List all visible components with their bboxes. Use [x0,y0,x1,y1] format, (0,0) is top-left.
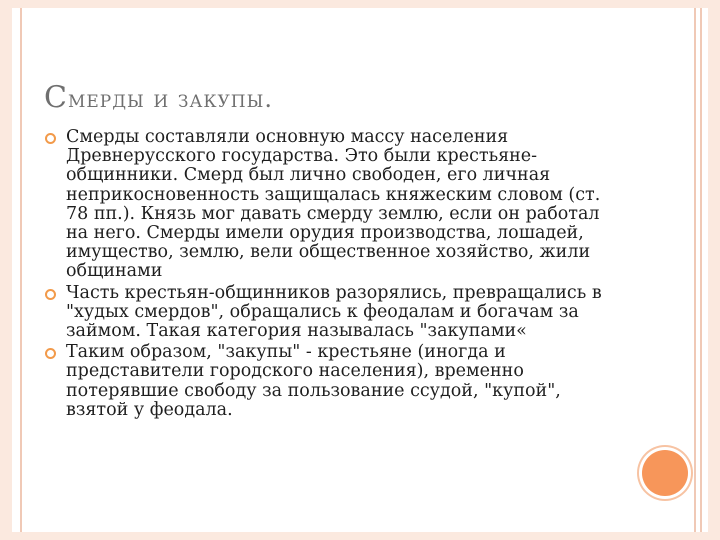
bullet-item-smerdy [45,128,625,282]
bullet-item-zakupy [45,343,625,420]
slide-title-rest: мерды и закупы. [67,85,273,113]
circle-bullet-icon [45,289,56,300]
circle-bullet-icon [45,348,56,359]
bullet-text: Часть крестьян-общинников разорялись, превращались в "худых смердов", обращались к феодалам и богачам за займом. Такая категория называлась "закупами« [66,282,602,342]
decorative-circle-icon [642,450,688,496]
bullet-text: Таким образом, "закупы" - крестьяне (иногда и представители городского населения), временно потерявшие свободу за пользование ссудой, "купой", взятой у феодала. [66,342,561,420]
slide-title [44,80,644,115]
frame-line-right-outer [700,8,702,532]
slide-title-initial: С [44,80,68,115]
bullet-list [45,128,625,422]
circle-bullet-icon [45,133,56,144]
frame-line-right-inner [694,8,696,532]
bullet-item-razorenie [45,284,625,342]
bullet-text: Смерды составляли основную массу населения Древнерусского государства. Это были крестьяне-общинники. Смерд был лично свободен, его личная неприкосновенность защищалась княжеским словом (ст. 78 пп.). Князь мог давать смерду землю, если он работал на него. Смерды имели орудия производства, лошадей, имущество, землю, вели общественное хозяйство, жили общинами [66,127,601,282]
frame-line-left [20,8,22,532]
